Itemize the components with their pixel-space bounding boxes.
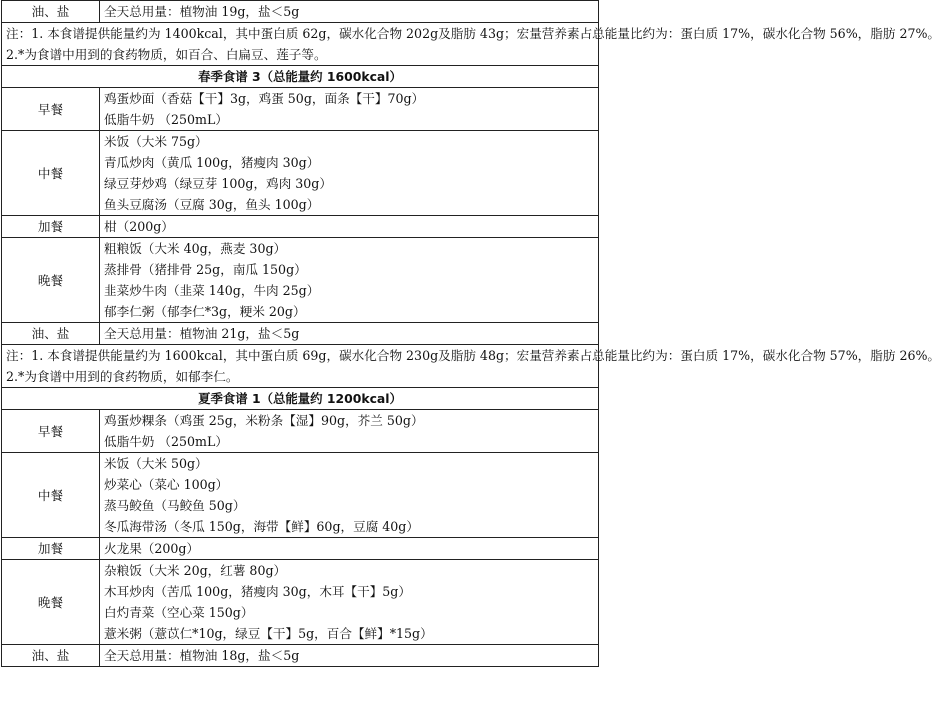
note-cell (2, 345, 940, 388)
meal-label: 加餐 (2, 538, 100, 560)
meal-content (100, 453, 599, 538)
dish-line: 杂粮饭（大米 20g，红薯 80g） (104, 563, 287, 578)
dish-line: 冬瓜海带汤（冬瓜 150g，海带【鲜】60g，豆腐 40g） (104, 519, 419, 534)
meal-row (2, 453, 599, 538)
note-line: 注：1. 本食谱提供能量约为 1600kcal，其中蛋白质 69g，碳水化合物 230g及脂肪 48g；宏量营养素占总能量比约为：蛋白质 17%，碳水化合物 57%，脂肪 26%。 (6, 348, 940, 363)
meal-content (100, 216, 599, 238)
meal-row (2, 238, 599, 323)
meal-content (100, 131, 599, 216)
note-cell (2, 23, 940, 66)
meal-plan-table (1, 0, 940, 667)
dish-line: 柑（200g） (104, 219, 174, 234)
dish-line: 白灼青菜（空心菜 150g） (104, 605, 254, 620)
meal-row (2, 216, 599, 238)
dish-line: 薏米粥（薏苡仁*10g，绿豆【干】5g，百合【鲜】*15g） (104, 626, 433, 641)
dish-line: 鱼头豆腐汤（豆腐 30g，鱼头 100g） (104, 197, 320, 212)
meal-row (2, 645, 599, 667)
dish-line: 蒸马鲛鱼（马鲛鱼 50g） (104, 498, 246, 513)
meal-row (2, 560, 599, 645)
meal-row (2, 88, 599, 131)
meal-label: 加餐 (2, 216, 100, 238)
meal-content (100, 238, 599, 323)
meal-row (2, 1, 599, 23)
meal-content (100, 410, 599, 453)
dish-line: 鸡蛋炒面（香菇【干】3g，鸡蛋 50g，面条【干】70g） (104, 91, 425, 106)
dish-line: 全天总用量：植物油 19g，盐＜5g (104, 4, 300, 19)
dish-line: 炒菜心（菜心 100g） (104, 477, 229, 492)
meal-label: 早餐 (2, 410, 100, 453)
dish-line: 青瓜炒肉（黄瓜 100g，猪瘦肉 30g） (104, 155, 320, 170)
meal-content (100, 88, 599, 131)
meal-row (2, 410, 599, 453)
meal-content (100, 1, 599, 23)
meal-row (2, 131, 599, 216)
note-line: 2.*为食谱中用到的食药物质，如郁李仁。 (6, 369, 239, 384)
dish-line: 郁李仁粥（郁李仁*3g，粳米 20g） (104, 304, 306, 319)
meal-label: 油、盐 (2, 645, 100, 667)
meal-plan-body (2, 1, 940, 667)
meal-label: 油、盐 (2, 1, 100, 23)
note-line: 2.*为食谱中用到的食药物质，如百合、白扁豆、莲子等。 (6, 47, 327, 62)
section-title-row (2, 66, 599, 88)
dish-line: 全天总用量：植物油 21g，盐＜5g (104, 326, 300, 341)
dish-line: 米饭（大米 75g） (104, 134, 208, 149)
meal-content (100, 323, 599, 345)
dish-line: 米饭（大米 50g） (104, 456, 208, 471)
note-line: 注：1. 本食谱提供能量约为 1400kcal，其中蛋白质 62g，碳水化合物 202g及脂肪 43g；宏量营养素占总能量比约为：蛋白质 17%，碳水化合物 56%，脂肪 27%。 (6, 26, 940, 41)
meal-content (100, 560, 599, 645)
meal-label: 晚餐 (2, 238, 100, 323)
section-title: 夏季食谱 1（总能量约 1200kcal） (2, 388, 599, 410)
dish-line: 低脂牛奶 （250mL） (104, 112, 228, 127)
meal-row (2, 323, 599, 345)
dish-line: 低脂牛奶 （250mL） (104, 434, 228, 449)
dish-line: 蒸排骨（猪排骨 25g，南瓜 150g） (104, 262, 307, 277)
dish-line: 火龙果（200g） (104, 541, 200, 556)
dish-line: 木耳炒肉（苦瓜 100g，猪瘦肉 30g，木耳【干】5g） (104, 584, 411, 599)
meal-content (100, 645, 599, 667)
note-row (2, 23, 599, 66)
meal-label: 中餐 (2, 131, 100, 216)
section-title-row (2, 388, 599, 410)
dish-line: 粗粮饭（大米 40g，燕麦 30g） (104, 241, 287, 256)
section-title: 春季食谱 3（总能量约 1600kcal） (2, 66, 599, 88)
note-row (2, 345, 599, 388)
meal-label: 晚餐 (2, 560, 100, 645)
meal-label: 油、盐 (2, 323, 100, 345)
dish-line: 鸡蛋炒粿条（鸡蛋 25g，米粉条【湿】90g，芥兰 50g） (104, 413, 424, 428)
meal-label: 中餐 (2, 453, 100, 538)
meal-label: 早餐 (2, 88, 100, 131)
meal-content (100, 538, 599, 560)
dish-line: 全天总用量：植物油 18g，盐＜5g (104, 648, 300, 663)
dish-line: 绿豆芽炒鸡（绿豆芽 100g，鸡肉 30g） (104, 176, 332, 191)
dish-line: 韭菜炒牛肉（韭菜 140g，牛肉 25g） (104, 283, 320, 298)
meal-row (2, 538, 599, 560)
